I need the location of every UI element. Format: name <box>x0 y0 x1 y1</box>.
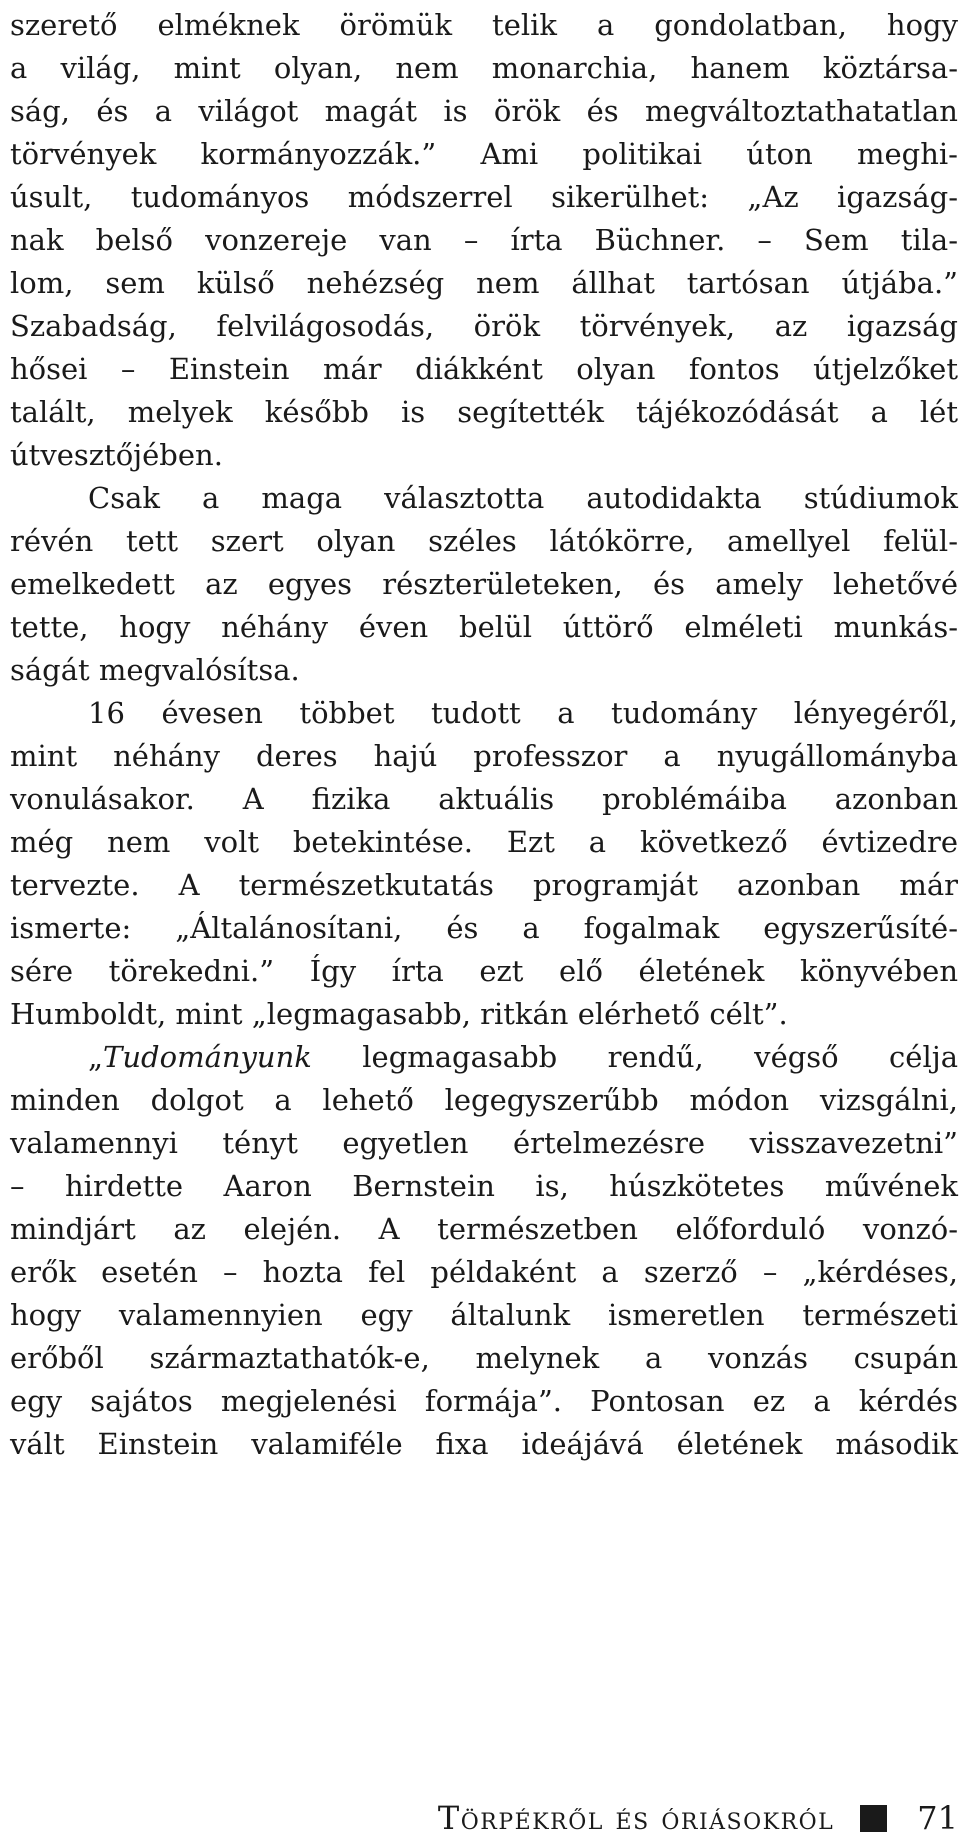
text-line: minden dolgot a lehető legegyszerűbb módon vizsgálni, <box>10 1083 958 1117</box>
book-page <box>10 0 958 1842</box>
page-footer <box>438 1794 958 1842</box>
text-line: hogy valamennyien egy általunk ismeretlen természeti <box>10 1298 958 1332</box>
square-icon <box>860 1805 887 1832</box>
text-line: ismerte: „Általánosítani, és a fogalmak egyszerűsíté- <box>10 911 958 945</box>
text-line: emelkedett az egyes részterületeken, és amely lehetővé <box>10 567 958 601</box>
text-line: ságát megvalósítsa. <box>10 653 300 687</box>
text-line: – hirdette Aaron Bernstein is, húszkötetes művének <box>10 1169 958 1203</box>
text-line: úsult, tudományos módszerrel sikerülhet: „Az igazság- <box>10 180 958 214</box>
text-line: vonulásakor. A fizika aktuális problémáiba azonban <box>10 782 958 816</box>
text-line: erők esetén – hozta fel példaként a szerző – „kérdéses, <box>10 1255 958 1289</box>
text-line: Csak a maga választotta autodidakta stúdiumok <box>88 481 958 515</box>
line-rest: legmagasabb rendű, végső célja <box>311 1040 958 1074</box>
text-line: útvesztőjében. <box>10 438 223 472</box>
text-line: a világ, mint olyan, nem monarchia, hanem köztársa- <box>10 51 958 85</box>
text-line: Szabadság, felvilágosodás, örök törvények, az igazság <box>10 309 958 343</box>
text-line: tette, hogy néhány éven belül úttörő elméleti munkás- <box>10 610 958 644</box>
text-line: tervezte. A természetkutatás programját azonban már <box>10 868 958 902</box>
text-line: Humboldt, mint „legmagasabb, ritkán elérhető célt”. <box>10 997 788 1031</box>
italic-word: Tudományunk <box>103 1040 312 1074</box>
text-line: törvények kormányozzák.” Ami politikai úton meghi- <box>10 137 958 171</box>
text-line: talált, melyek később is segítették tájékozódását a lét <box>10 395 958 429</box>
text-line: vált Einstein valamiféle fixa ideájává életének második <box>10 1427 958 1461</box>
page-number: 71 <box>917 1799 958 1837</box>
text-line: lom, sem külső nehézség nem állhat tartósan útjába.” <box>10 266 958 300</box>
text-line: nak belső vonzereje van – írta Büchner. – Sem tila- <box>10 223 958 257</box>
text-line: révén tett szert olyan széles látókörre, amellyel felül- <box>10 524 958 558</box>
text-line: szerető elméknek örömük telik a gondolatban, hogy <box>10 8 958 42</box>
open-quote: „ <box>88 1040 104 1074</box>
text-line: mint néhány deres hajú professzor a nyugállományba <box>10 739 958 773</box>
text-line: valamennyi tényt egyetlen értelmezésre visszavezetni” <box>10 1126 958 1160</box>
text-line: 16 évesen többet tudott a tudomány lényegéről, <box>88 696 958 730</box>
text-line: még nem volt betekintése. Ezt a következő évtizedre <box>10 825 958 859</box>
text-line: sére törekedni.” Így írta ezt elő életének könyvében <box>10 954 958 988</box>
text-line: hősei – Einstein már diákként olyan fontos útjelzőket <box>10 352 958 386</box>
text-line: ság, és a világot magát is örök és megváltoztathatatlan <box>10 94 958 128</box>
text-line: mindjárt az elején. A természetben előforduló vonzó- <box>10 1212 958 1246</box>
text-line: egy sajátos megjelenési formája”. Pontosan ez a kérdés <box>10 1384 958 1418</box>
running-title: Törpékről és óriásokról <box>437 1799 835 1837</box>
text-line: erőből származtathatók-e, melynek a vonzás csupán <box>10 1341 958 1375</box>
